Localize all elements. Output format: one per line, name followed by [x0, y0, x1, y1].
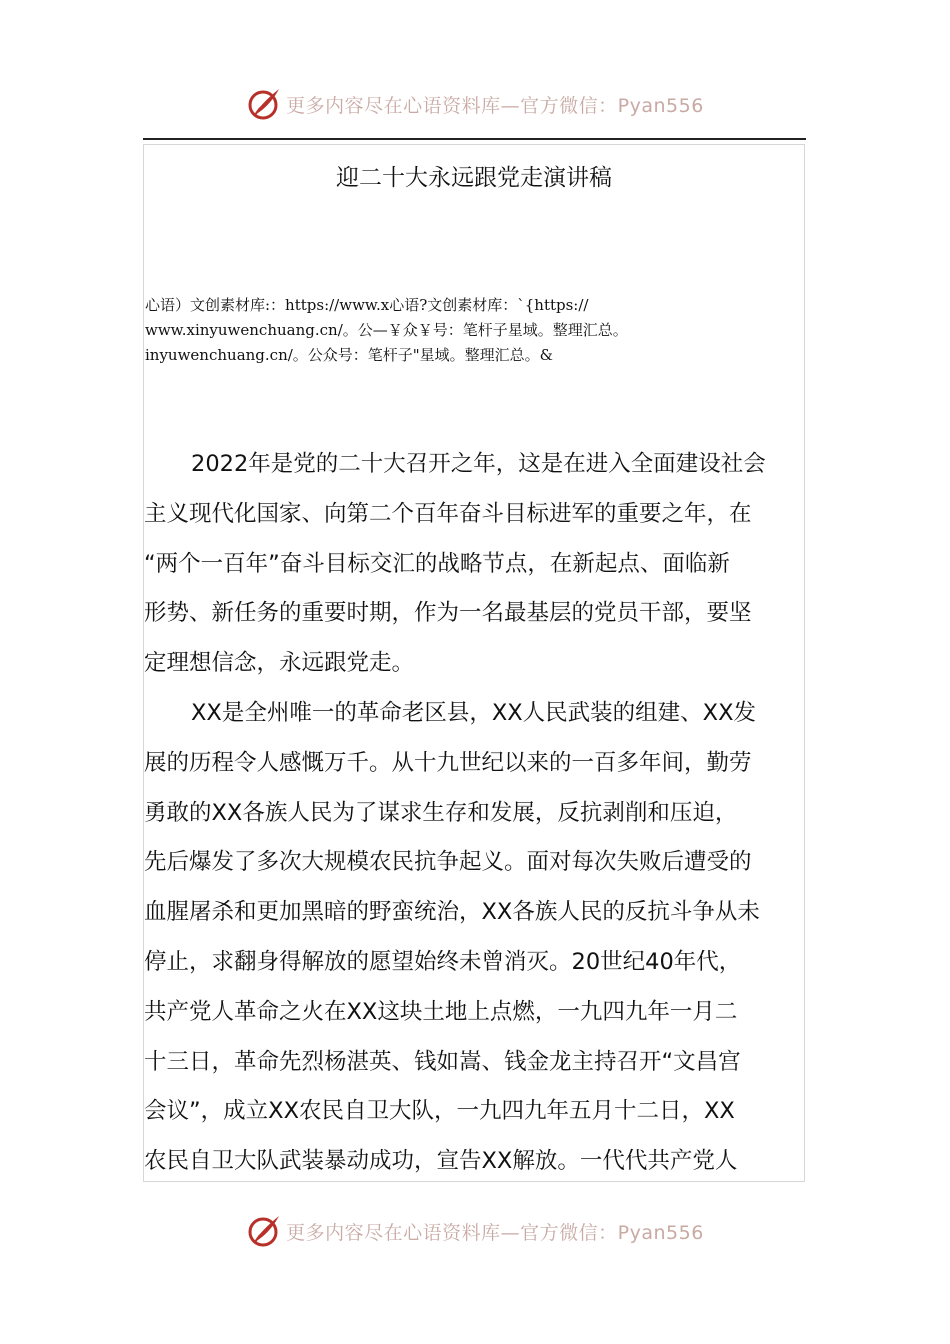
- promo-line: www.xinyuwenchuang.cn/。公—￥众￥号：笔杆子星域。整理汇总。: [145, 321, 628, 339]
- wechat-id: Pyan556: [617, 94, 704, 117]
- paragraph-line: 2022年是党的二十大召开之年，这是在进入全面建设社会: [191, 451, 766, 477]
- paragraph-line: 十三日，革命先烈杨湛英、钱如嵩、钱金龙主持召开“文昌宫: [144, 1048, 741, 1075]
- header-rule: [143, 138, 806, 140]
- header-banner: [0, 84, 950, 124]
- paragraph-line: 停止，求翻身得解放的愿望始终未曾消灭。20世纪40年代，: [144, 948, 742, 975]
- paragraph-line: “两个一百年”奋斗目标交汇的战略节点，在新起点、面临新: [144, 550, 730, 577]
- document-page: [143, 144, 805, 1182]
- paragraph-line: 农民自卫大队武装暴动成功，宣告XX解放。一代代共产党人: [144, 1148, 738, 1175]
- speech-body: [144, 440, 805, 1182]
- promo-line: inyuwenchuang.cn/。公众号：笔杆子"星域。整理汇总。&: [145, 346, 554, 364]
- banner-text: 更多内容尽在心语资料库—官方微信：Pyan556: [286, 1221, 704, 1244]
- quill-logo-icon: [246, 86, 282, 122]
- paragraph-line: 定理想信念，永远跟党走。: [144, 650, 415, 677]
- promo-line: 心语）文创素材库:：https://www.x心语?文创素材库：`{https://: [145, 296, 589, 314]
- paragraph-line: 勇敢的XX各族人民为了谋求生存和发展，反抗剥削和压迫，: [144, 799, 738, 826]
- banner-text: 更多内容尽在心语资料库—官方微信：Pyan556: [286, 94, 704, 117]
- paragraph-line: 展的历程令人感慨万千。从十九世纪以来的一百多年间，勤劳: [144, 749, 752, 776]
- quill-logo-icon: [246, 1213, 282, 1249]
- paragraph-line: XX是全州唯一的革命老区县，XX人民武装的组建、XX发: [191, 699, 756, 726]
- paragraph-line: 血腥屠杀和更加黑暗的野蛮统治，XX各族人民的反抗斗争从未: [144, 899, 760, 926]
- wechat-id: Pyan556: [617, 1221, 704, 1244]
- promo-text: [145, 293, 795, 368]
- footer-banner: [0, 1211, 950, 1251]
- paragraph-line: 形势、新任务的重要时期，作为一名最基层的党员干部，要坚: [144, 600, 752, 627]
- paragraph-line: 会议”，成立XX农民自卫大队，一九四九年五月十二日，XX: [144, 1098, 735, 1125]
- paragraph-line: 共产党人革命之火在XX这块土地上点燃，一九四九年一月二: [144, 998, 738, 1025]
- paragraph-line: 先后爆发了多次大规模农民抗争起义。面对每次失败后遭受的: [144, 849, 752, 876]
- document-title: 迎二十大永远跟党走演讲稿: [336, 165, 612, 191]
- paragraph-line: 主义现代化国家、向第二个百年奋斗目标进军的重要之年，在: [144, 500, 752, 527]
